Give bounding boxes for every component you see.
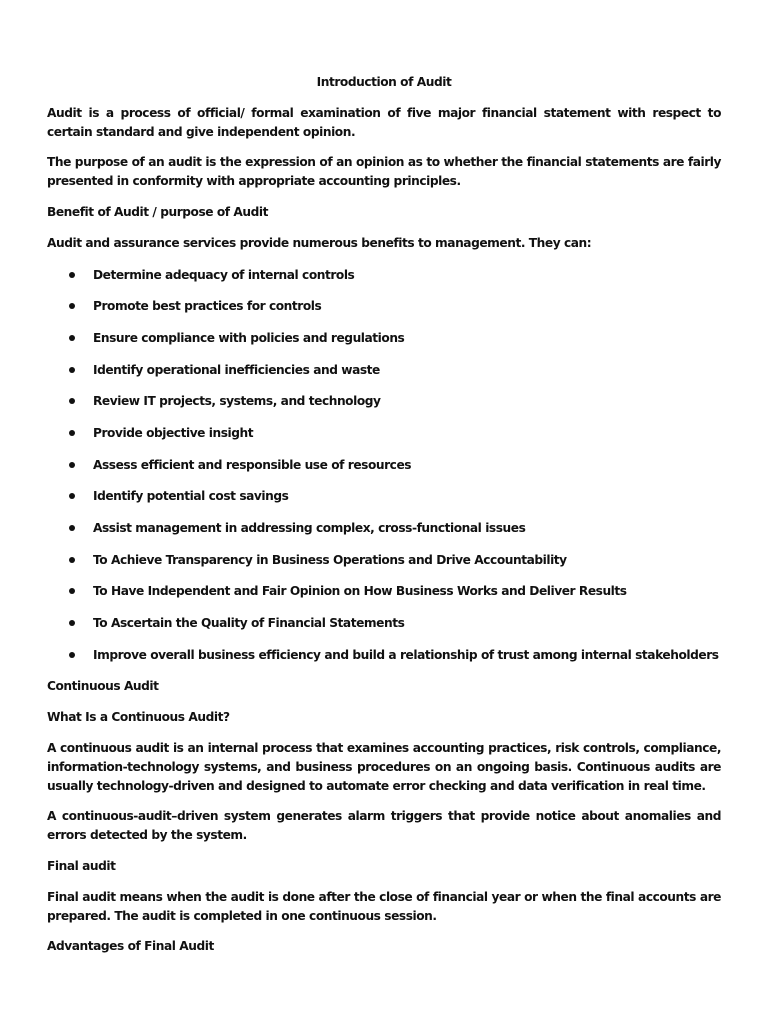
paragraph-audit-definition: Audit is a process of official/ formal examination of five major financial statement with respect to certain standard and give independent opinion. [47,106,721,139]
list-item [47,361,721,381]
bullet-icon [69,652,75,658]
list-item-text: To Achieve Transparency in Business Operations and Drive Accountability [93,553,567,567]
paragraph-final-audit-definition: Final audit means when the audit is done after the close of financial year or when the final accounts are prepared. The audit is completed in one continuous session. [47,890,721,923]
bullet-icon [69,335,75,341]
list-item-text: Provide objective insight [93,426,254,440]
paragraph-continuous-audit-definition: A continuous audit is an internal process that examines accounting practices, risk controls, compliance, information-technology systems, and business procedures on an ongoing basis. Continuous audits are usually technology-driven and designed to automate error checking and data verification in real time. [47,741,721,793]
list-item-text: Assess efficient and responsible use of resources [93,458,412,472]
bullet-icon [69,620,75,626]
heading-final-audit: Final audit [47,859,116,873]
list-item [47,297,721,317]
list-item-text: Assist management in addressing complex, cross-functional issues [93,521,526,535]
benefits-intro-text: Audit and assurance services provide numerous benefits to management. They can: [47,236,592,250]
subheading-what-is-continuous-audit: What Is a Continuous Audit? [47,710,230,724]
heading-continuous-audit: Continuous Audit [47,679,159,693]
list-item-text: Determine adequacy of internal controls [93,268,355,282]
list-item-text: To Have Independent and Fair Opinion on How Business Works and Deliver Results [93,584,627,598]
list-item-text: Identify potential cost savings [93,489,289,503]
list-item-text: To Ascertain the Quality of Financial Statements [93,616,405,630]
bullet-icon [69,462,75,468]
list-item [47,551,721,571]
heading-benefit-of-audit: Benefit of Audit / purpose of Audit [47,205,269,219]
bullet-icon [69,588,75,594]
list-item-text: Improve overall business efficiency and build a relationship of trust among internal stakeholders [93,648,719,662]
bullet-icon [69,493,75,499]
list-item-text: Review IT projects, systems, and technology [93,394,381,408]
bullet-icon [69,430,75,436]
list-item [47,329,721,349]
list-item [47,614,721,634]
list-item-text: Promote best practices for controls [93,299,322,313]
list-item [47,646,721,666]
list-item [47,582,721,602]
paragraph-continuous-audit-alarms: A continuous-audit–driven system generates alarm triggers that provide notice about anomalies and errors detected by the system. [47,809,721,842]
document-title: Introduction of Audit [316,75,452,89]
list-item [47,424,721,444]
list-item [47,392,721,412]
list-item [47,266,721,286]
list-item [47,519,721,539]
paragraph-audit-purpose: The purpose of an audit is the expression of an opinion as to whether the financial statements are fairly presented in conformity with appropriate accounting principles. [47,155,721,188]
bullet-icon [69,303,75,309]
list-item [47,487,721,507]
list-item-text: Identify operational inefficiencies and waste [93,363,380,377]
bullet-icon [69,398,75,404]
list-item [47,456,721,476]
bullet-icon [69,525,75,531]
bullet-icon [69,272,75,278]
list-item-text: Ensure compliance with policies and regulations [93,331,405,345]
bullet-icon [69,557,75,563]
bullet-icon [69,367,75,373]
heading-advantages-of-final-audit: Advantages of Final Audit [47,939,214,953]
